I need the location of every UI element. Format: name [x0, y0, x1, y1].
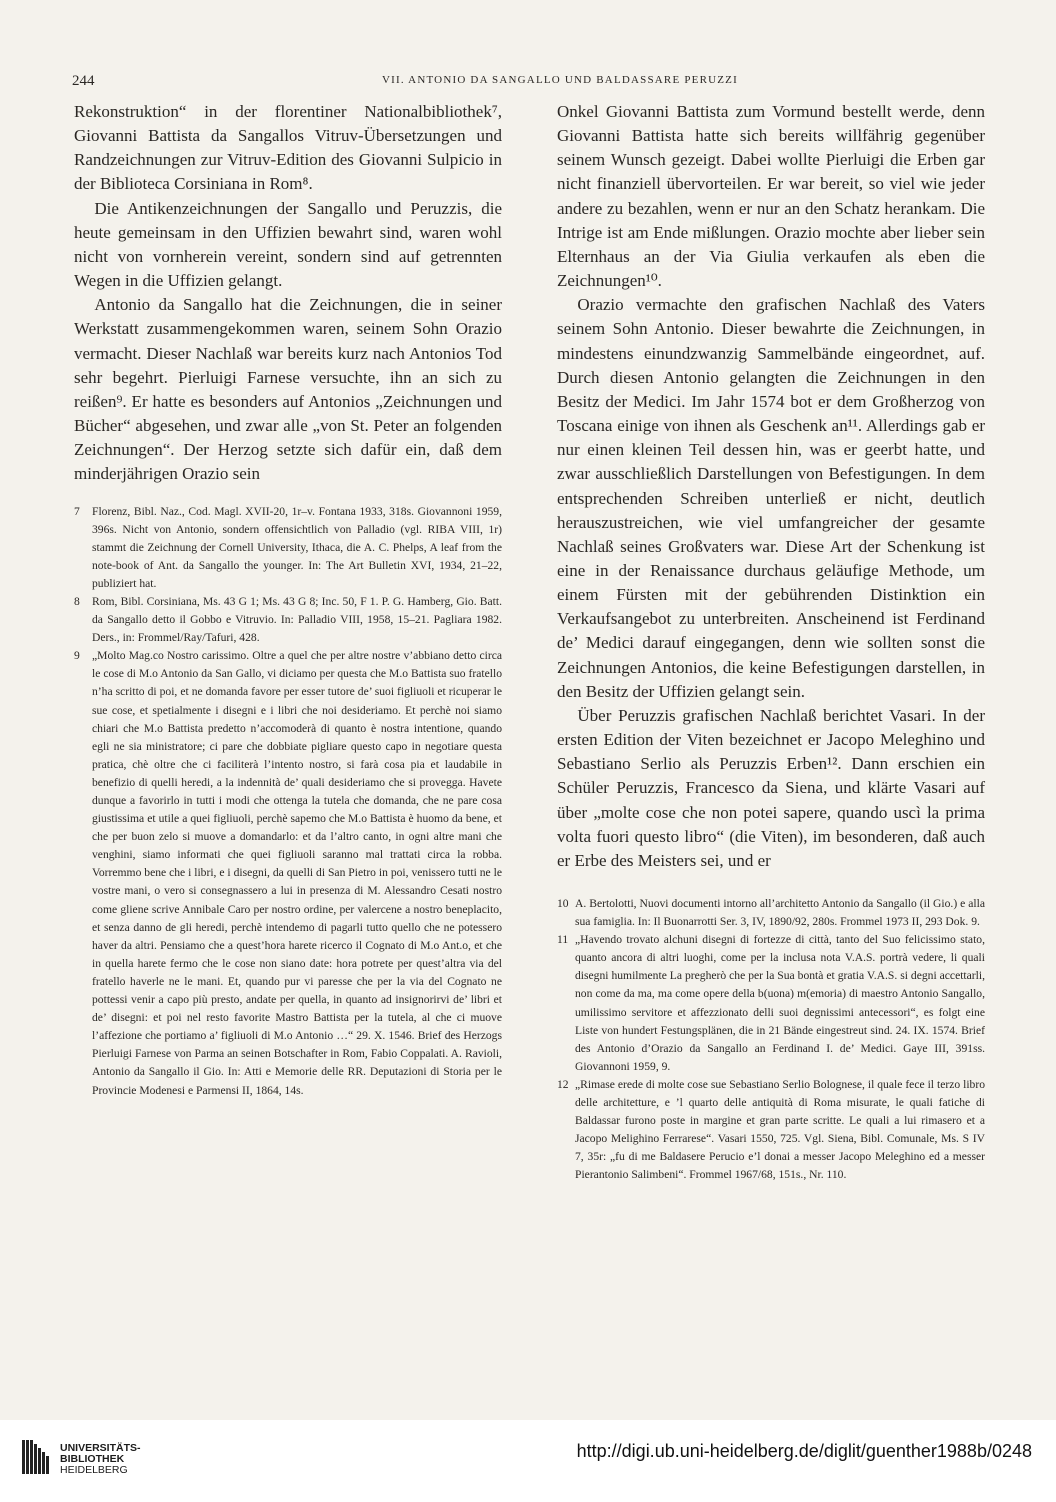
footnote [557, 1076, 985, 1185]
right-footnotes [557, 895, 985, 1185]
paragraph: Orazio vermachte den grafischen Nachlaß des Vaters seinem Sohn Antonio. Dieser bewahrte die Zeichnungen, in mindestens einundzwanzig Sammelbände eingeordnet, auf. Durch diesen Antonio gelangten die Zeichnungen in den Besitz der Medici. Im Jahr 1574 bot er dem Großherzog von Toscana einige von ihnen als Geschenk an¹¹. Allerdings gab er nur einen kleinen Teil dessen hin, was er geerbt hatte, und zwar ausschließlich Darstellungen von Befestigungen. In dem entsprechenden Schreiben unterließ er nicht, deutlich herauszustreichen, wie viel umfangreicher der gesamte Nachlaß seines Großvaters war. Diese Art der Schenkung ist eine in der Renaissance durchaus geläufige Methode, um einem Fürsten mit der gebührenden Distinktion ein Verkaufsangebot zu unterbreiten. Anscheinend ist Ferdinand de’ Medici darauf eingegangen, denn wie sollten sonst die Zeichnungen Antonios, die keine Befestigungen darstellen, in den Besitz der Uffizien gelangt sein. [557, 295, 985, 701]
right-body-text [557, 100, 985, 873]
paragraph: Rekonstruktion“ in der florentiner Nationalbibliothek⁷, Giovanni Battista da Sangallos Vitruv-Übersetzungen und Randzeichnungen zur Vitruv-Edition des Giovanni Sulpicio in der Biblioteca Corsiniana in Rom⁸. [74, 102, 502, 194]
footnote [74, 503, 502, 593]
footnote [557, 931, 985, 1076]
footnote-text: „Molto Mag.co Nostro carissimo. Oltre a quel che per altre nostre v’abbiano detto circa le cose di M.o Antonio da San Gallo, vi diciamo per questa che M.o Battista suo fratello n’ha scritto di poi, et ne domanda favore per esser tutore de’ suoi figliuoli et ricuperar le sue cose, et spetialmente i disegni e i libri che noi desideriamo. Et perchè noi siamo chiari che M.o Battista predetto n’accomoderà di quanto è nostra intentione, quando egli ne sia ministratore; ci pare che dobbiate pigliare questo capo in negotiare questa pratica, chè oltre che ci faciliterà l’intento nostro, si farà cosa pia et laudabile in benefizio di quelli heredi, a la indennità de’ quali desideriamo che si provegga. Havete dunque a favorirlo in tutti i modi che ottenga la tutela che domanda, che ne pare cosa giustissima et utile a quei figliuoli, perchè sapemo che M.o Battista è huomo da bene, et che per buon zelo si muove a domandarlo: et da l’altro canto, in ogni altre mani che venghini, siamo informati che quei figliuoli saranno mal trattati circa la robba. Vorremmo bene che i libri, e i disegni, da quelli di San Pietro in poi, venissero tutti ne le vostre mani, o vero si consegnassero a lui in presenza di M. Alessandro Cesati nostro come gliene scrive Annibale Caro per nostro ordine, per valercene a nostro beneplacito, et senza danno de gli heredi, perchè intendemo di pagarli tutto quello che ne potessero haver da altri. Pensiamo che a quest’hora harete ricerco il Cognato di M.o Ant.o, et che in quella harete fermo che le cose non siano date: hora potrete per quest’altra via del fratello haverle ne le mani. Et, quando pur vi paresse che per la via del Cognato ne pottessi venir a capo più presto, andate per quella, in quanto ad insignorirvi de’ libri et de’ disegni: et poi nel resto favorite Mastro Battista per la tutela, al che ci muove l’affezione che portiamo a’ figliuoli di M.o Antonio …“ 29. X. 1546. Brief des Herzogs Pierluigi Farnese von Parma an seinen Botschafter in Rom, Fabio Coppalati. A. Ravioli, Antonio da Sangallo il Gio. In: Atti e Memorie delle RR. Deputazioni di Storia per le Provincie Modenesi e Parmensi II, 1864, 14s. [92, 649, 502, 1097]
footnote-text: A. Bertolotti, Nuovi documenti intorno all’architetto Antonio da Sangallo (il Gio.) e alla sua famiglia. In: Il Buonarrotti Ser. 3, IV, 1890/92, 280s. Frommel 1973 II, 293 Dok. 9. [575, 897, 985, 929]
footnote-text: Florenz, Bibl. Naz., Cod. Magl. XVII-20, 1r–v. Fontana 1933, 318s. Giovannoni 1959, 396s. Nicht von Antonio, sondern offensichtlich von Palladio (vgl. RIBA VIII, 1r) stammt die Zeichnung der Cornell University, Ithaca, die A. C. Phelps, A leaf from the note-book of Ant. da Sangallo the younger. In: The Art Bulletin XVI, 1934, 21–22, publiziert hat. [92, 504, 502, 590]
paragraph: Über Peruzzis grafischen Nachlaß berichtet Vasari. In der ersten Edition der Viten bezeichnet er Jacopo Meleghino und Sebastiano Serlio als Peruzzis Erben¹². Dann erschien ein Schüler Peruzzis, Francesco da Siena, und klärte Vasari auf über „molte cose che non potei sapere, quando uscì la prima volta fuori questo libro“ (die Viten), im besonderen, daß auch er Erbe des Meisters sei, und er [557, 705, 985, 870]
paragraph: Die Antikenzeichnungen der Sangallo und Peruzzis, die heute gemeinsam in den Uffizien bewahrt sind, waren wohl nicht von vornherein vereint, sondern sind auf getrennten Wegen in die Uffizien gelangt. [74, 198, 502, 291]
footnote-number: 10 [557, 897, 569, 910]
footnote-text: „Havendo trovato alchuni disegni di fortezze di città, tanto del Suo felicissimo stato, quanto ancora di altri luoghi, come per la inclusa nota V.A.S. portrà vedere, li quali disegni humilmente La pregherò che per la Sua bontà et gratia V.A.S. si degni accettarli, non come da ma, ma come opere della b(uona) m(emoria) di maestro Antonio Sangallo, umilissimo servitore et affezzionato delli suoi degnissimi antecessori“, es folgt eine Liste von hundert Festungsplänen, die in 21 Bände eingestreut sind. 24. IX. 1574. Brief des Antonio d’Orazio da Sangallo an Ferdinand I. de’ Medici. Gaye III, 391ss. Giovannoni 1959, 9. [575, 933, 985, 1073]
left-column [74, 100, 502, 1100]
library-name-line: BIBLIOTHEK [60, 1453, 125, 1465]
library-name [60, 1443, 141, 1476]
footnote [74, 647, 502, 1099]
running-head: VII. ANTONIO DA SANGALLO UND BALDASSARE PERUZZI [382, 74, 738, 86]
footnote-number: 7 [74, 504, 80, 518]
footer-bar [0, 1420, 1056, 1502]
footnote-number: 12 [557, 1077, 569, 1091]
footnote-number: 11 [557, 933, 569, 947]
footnote [557, 895, 985, 931]
footnote-number: 9 [74, 649, 80, 663]
library-name-line: UNIVERSITÄTS- [60, 1442, 141, 1454]
page-number: 244 [72, 73, 95, 89]
footnote-text: Rom, Bibl. Corsiniana, Ms. 43 G 1; Ms. 43 G 8; Inc. 50, F 1. P. G. Hamberg, Gio. Batt. da Sangallo detto il Gobbo e Vitruvio. In: Palladio VIII, 1958, 15–21. Pagliara 1982. Ders., in: Frommel/Ray/Tafuri, 428. [92, 594, 502, 645]
left-footnotes [74, 503, 502, 1100]
library-seal-icon [20, 1438, 52, 1476]
paragraph: Onkel Giovanni Battista zum Vormund bestellt werde, denn Giovanni Battista hatte sich bereits willfährig gegenüber seinem Wunsch gezeigt. Dabei wollte Pierluigi die Erben gar nicht finanziell übervorteilen. Er war bereit, so viel wie jeder andere zu bezahlen, wenn er nur an den Schatz herankam. Die Intrige ist am Ende mißlungen. Orazio mochte aber lieber sein Elternhaus an der Via Giulia verkaufen als eben die Zeichnungen¹⁰. [557, 102, 985, 291]
source-url-link[interactable]: http://digi.ub.uni-heidelberg.de/diglit/guenther1988b/0248 [576, 1441, 1032, 1461]
footnote-number: 8 [74, 594, 80, 608]
footnote-text: „Rimase erede di molte cose sue Sebastiano Serlio Bolognese, il quale fece il terzo libro delle architetture, e ’l quarto delle antiquità di Roma misurate, le quali fatiche di Baldassar furono poste in margine et gran parte scritte. Le quali a lui rimasero et a Jacopo Melighino Ferrarese“. Vasari 1550, 725. Vgl. Siena, Bibl. Comunale, Ms. S IV 7, 35r: „fu di me Baldasere Perucio e’l donai a messer Jacopo Meleghino ed a messer Pierantonio Salimbeni“. Frommel 1967/68, 151s., Nr. 110. [575, 1077, 985, 1182]
footnote [74, 593, 502, 647]
library-name-line: HEIDELBERG [60, 1464, 128, 1476]
right-column [557, 100, 985, 1185]
paragraph: Antonio da Sangallo hat die Zeichnungen, die in seiner Werkstatt zusammengekommen waren, seinem Sohn Orazio vermacht. Dieser Nachlaß war bereits kurz nach Antonios Tod sehr begehrt. Pierluigi Farnese versuchte, ihn an sich zu reißen⁹. Er hatte es besonders auf Antonios „Zeichnungen und Bücher“ abgesehen, und zwar alle „von St. Peter an folgenden Zeichnungen“. Der Herzog setzte sich dafür ein, daß dem minderjährigen Orazio sein [74, 295, 502, 484]
left-body-text [74, 100, 502, 487]
